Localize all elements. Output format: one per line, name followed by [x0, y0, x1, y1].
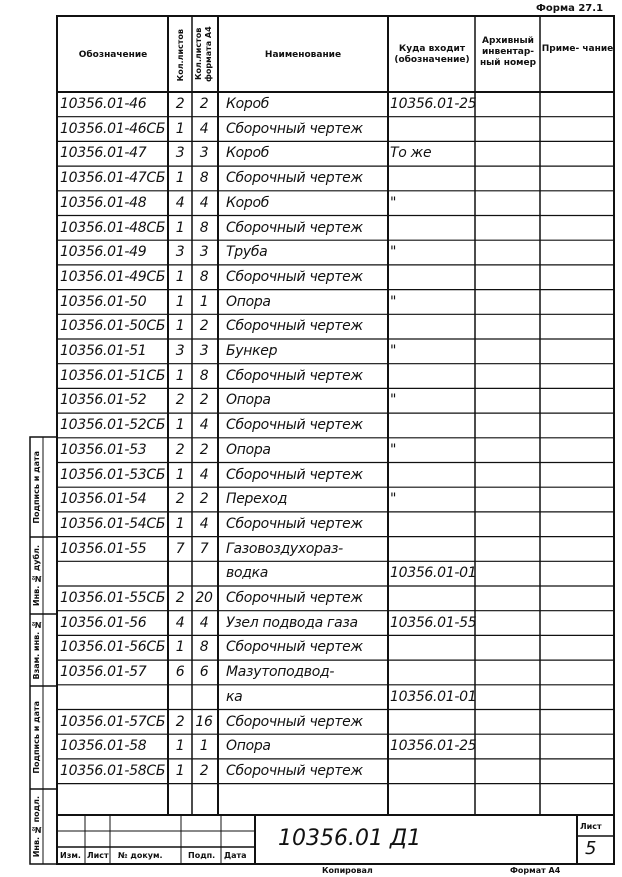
document-designation: 10356.01 Д1	[278, 826, 422, 851]
row-a4-sheets: 8	[199, 639, 209, 656]
row-designation: 10356.01-50	[60, 293, 147, 310]
row-designation: 10356.01-53СБ	[60, 466, 166, 483]
row-name: ка	[226, 688, 243, 705]
row-sheets: 3	[175, 244, 185, 261]
row-a4-sheets: 4	[199, 120, 209, 137]
row-designation: 10356.01-54СБ	[60, 515, 166, 532]
row-name: Труба	[226, 244, 268, 261]
row-where: 10356.01-01	[390, 688, 477, 705]
row-where: 10356.01-25	[390, 96, 477, 112]
row-designation: 10356.01-47СБ	[60, 170, 166, 187]
row-sheets: 1	[175, 367, 185, 384]
row-a4-sheets: 1	[199, 738, 209, 755]
row-designation: 10356.01-52СБ	[60, 417, 166, 434]
row-sheets: 4	[175, 614, 185, 631]
footer-izm: Изм.	[60, 851, 81, 860]
row-a4-sheets: 2	[199, 392, 209, 409]
row-name: Опора	[226, 738, 271, 755]
footer-format: Формат А4	[510, 866, 561, 875]
row-a4-sheets: 3	[199, 343, 209, 359]
row-name: Сборочный чертеж	[226, 639, 363, 656]
row-sheets: 1	[175, 639, 185, 656]
row-name: Короб	[226, 194, 270, 211]
row-designation: 10356.01-58	[60, 738, 147, 755]
row-a4-sheets: 2	[199, 762, 209, 779]
row-sheets: 1	[175, 515, 185, 532]
row-a4-sheets: 8	[199, 219, 209, 236]
row-designation: 10356.01-46СБ	[60, 120, 166, 137]
footer-doc-no: № докум.	[118, 851, 163, 860]
row-designation: 10356.01-48СБ	[60, 219, 166, 236]
row-name: Сборочный чертеж	[226, 417, 363, 434]
footer-copied: Копировал	[322, 866, 373, 875]
row-name: Сборочный чертеж	[226, 318, 363, 335]
row-sheets: 2	[175, 96, 185, 112]
row-designation: 10356.01-48	[60, 194, 147, 211]
header-archive: Архивный инвентар- ный номер	[479, 36, 537, 68]
row-a4-sheets: 8	[199, 268, 209, 285]
row-name: Короб	[226, 145, 270, 162]
row-name: Сборочный чертеж	[226, 762, 363, 779]
row-a4-sheets: 16	[195, 713, 213, 730]
row-a4-sheets: 4	[199, 417, 209, 434]
row-name: Опора	[226, 293, 271, 310]
row-designation: 10356.01-50СБ	[60, 318, 166, 335]
footer-list: Лист	[87, 851, 109, 860]
row-name: Узел подвода газа	[226, 614, 358, 631]
row-a4-sheets: 4	[199, 466, 209, 483]
row-where: "	[390, 392, 397, 409]
row-designation: 10356.01-58СБ	[60, 762, 166, 779]
row-sheets: 2	[175, 392, 185, 409]
row-name: Переход	[226, 491, 288, 508]
row-sheets: 6	[175, 664, 185, 681]
row-name: Сборочный чертеж	[226, 367, 363, 384]
side-label-sign-date-1: Подпись и дата	[32, 450, 41, 524]
row-designation: 10356.01-57СБ	[60, 713, 166, 730]
footer-sheet-number: 5	[585, 838, 597, 859]
row-name: Короб	[226, 96, 270, 112]
row-a4-sheets: 1	[199, 293, 209, 310]
header-designation: Обозначение	[78, 50, 148, 60]
row-designation: 10356.01-57	[60, 664, 147, 681]
form-label: Форма 27.1	[536, 3, 604, 14]
row-name: Сборочный чертеж	[226, 120, 363, 137]
row-a4-sheets: 20	[195, 590, 213, 606]
row-a4-sheets: 3	[199, 145, 209, 162]
row-designation: 10356.01-56	[60, 614, 147, 631]
row-designation: 10356.01-54	[60, 491, 147, 508]
row-designation: 10356.01-55СБ	[60, 590, 166, 606]
row-sheets: 4	[175, 194, 185, 211]
row-name: водка	[226, 565, 269, 582]
row-a4-sheets: 8	[199, 170, 209, 187]
row-a4-sheets: 7	[199, 540, 209, 557]
row-sheets: 3	[175, 343, 185, 359]
row-sheets: 2	[175, 441, 185, 458]
row-where: "	[390, 244, 397, 261]
side-label-inv-orig: Инв. № подл.	[32, 795, 41, 858]
row-where: "	[390, 441, 397, 458]
row-where: "	[390, 491, 397, 508]
side-label-replace-inv: Взам. инв. №	[32, 620, 41, 680]
row-name: Опора	[226, 441, 271, 458]
row-where: То же	[390, 145, 432, 162]
row-name: Бункер	[226, 343, 278, 359]
row-name: Сборочный чертеж	[226, 515, 363, 532]
row-name: Опора	[226, 392, 271, 409]
row-sheets: 1	[175, 738, 185, 755]
row-sheets: 1	[175, 170, 185, 187]
row-a4-sheets: 4	[199, 614, 209, 631]
row-name: Сборочный чертеж	[226, 219, 363, 236]
row-designation: 10356.01-51СБ	[60, 367, 166, 384]
header-sheets: Кол.листов	[175, 28, 185, 82]
row-where: 10356.01-25	[390, 738, 477, 755]
row-where: "	[390, 293, 397, 310]
row-a4-sheets: 6	[199, 664, 209, 681]
row-a4-sheets: 2	[199, 441, 209, 458]
row-name: Сборочный чертеж	[226, 268, 363, 285]
row-a4-sheets: 2	[199, 96, 209, 112]
row-sheets: 7	[175, 540, 185, 557]
row-designation: 10356.01-49	[60, 244, 147, 261]
row-designation: 10356.01-49СБ	[60, 268, 166, 285]
row-sheets: 1	[175, 120, 185, 137]
footer-sheet-label: Лист	[580, 822, 602, 831]
row-designation: 10356.01-55	[60, 540, 147, 557]
row-sheets: 1	[175, 417, 185, 434]
row-name: Сборочный чертеж	[226, 590, 363, 606]
row-where: 10356.01-01	[390, 565, 477, 582]
row-a4-sheets: 4	[199, 194, 209, 211]
row-sheets: 2	[175, 713, 185, 730]
row-a4-sheets: 2	[199, 318, 209, 335]
row-where: 10356.01-55	[390, 614, 477, 631]
row-sheets: 2	[175, 491, 185, 508]
row-designation: 10356.01-56СБ	[60, 639, 166, 656]
row-sheets: 2	[175, 590, 185, 606]
row-designation: 10356.01-52	[60, 392, 147, 409]
row-a4-sheets: 2	[199, 491, 209, 508]
row-designation: 10356.01-53	[60, 441, 147, 458]
row-a4-sheets: 4	[199, 515, 209, 532]
side-label-sign-date-2: Подпись и дата	[32, 701, 41, 774]
footer-podp: Подп.	[188, 851, 216, 860]
row-sheets: 1	[175, 293, 185, 310]
row-name: Сборочный чертеж	[226, 170, 363, 187]
row-a4-sheets: 3	[199, 244, 209, 261]
footer-data: Дата	[224, 851, 247, 860]
row-sheets: 3	[175, 145, 185, 162]
row-sheets: 1	[175, 466, 185, 483]
row-sheets: 1	[175, 219, 185, 236]
row-sheets: 1	[175, 762, 185, 779]
header-name: Наименование	[264, 50, 342, 60]
row-where: "	[390, 343, 397, 359]
row-name: Мазутоподвод-	[226, 664, 335, 681]
row-designation: 10356.01-46	[60, 96, 147, 112]
row-designation: 10356.01-47	[60, 145, 147, 162]
row-a4-sheets: 8	[199, 367, 209, 384]
row-designation: 10356.01-51	[60, 343, 147, 359]
row-name: Сборочный чертеж	[226, 713, 363, 730]
row-sheets: 1	[175, 268, 185, 285]
row-name: Газовоздухораз-	[226, 540, 343, 557]
row-where: "	[390, 194, 397, 211]
header-a4: Кол.листов формата А4	[194, 26, 213, 82]
row-sheets: 1	[175, 318, 185, 335]
row-name: Сборочный чертеж	[226, 466, 363, 483]
header-where: Куда входит (обозначение)	[394, 44, 470, 65]
header-note: Приме- чание	[541, 44, 614, 54]
side-label-inv-dup: Инв. № дубл.	[32, 544, 41, 607]
